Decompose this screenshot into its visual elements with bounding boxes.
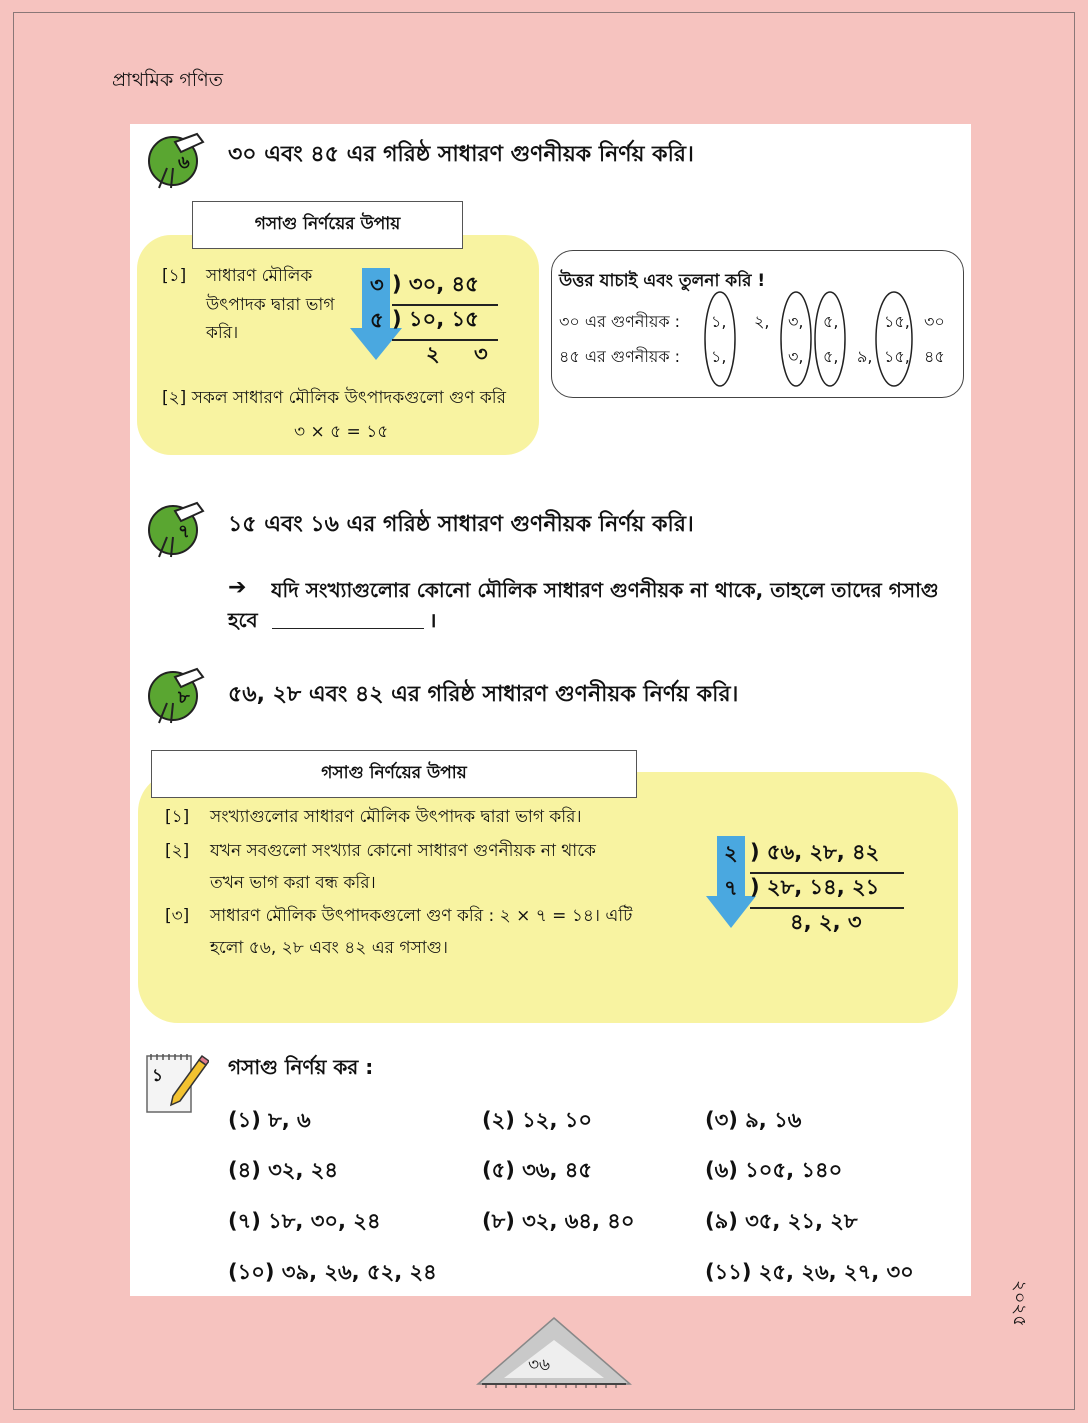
divisor: ২ (724, 841, 738, 865)
exercise-item: (৭) ১৮, ৩০, ২৪ (228, 1209, 381, 1233)
verify-box (551, 250, 964, 398)
divisor: ৫ (370, 308, 384, 332)
factor: ৯, (857, 347, 873, 366)
factor: ৫, (823, 312, 839, 331)
factor: ৫, (823, 347, 839, 366)
fill-in-end: । (429, 608, 437, 632)
answer-blank[interactable] (272, 628, 424, 629)
exercise-item: (৮) ৩২, ৬৪, ৪০ (482, 1209, 635, 1233)
exercise-item: (৯) ৩৫, ২১, ২৮ (705, 1209, 858, 1233)
division-result: ৩ (474, 342, 488, 366)
step-marker: [২] (165, 841, 190, 861)
factor: ৪৫ (924, 347, 945, 366)
step-marker: [৩] (165, 906, 190, 926)
factor: ১, (711, 312, 727, 331)
factor: ১, (711, 347, 727, 366)
step-two: [২] সকল সাধারণ মৌলিক উৎপাদকগুলো গুণ করি (162, 388, 506, 408)
step-marker: [১] (165, 807, 190, 827)
problem-number: ৮ (178, 687, 190, 708)
factor: ১৫, (884, 347, 910, 366)
division-result: ৪, ২, ৩ (790, 910, 862, 934)
exercise-item: (১০) ৩৯, ২৬, ৫২, ২৪ (228, 1260, 437, 1284)
exercise-title: গসাগু নির্ণয় কর : (228, 1055, 374, 1079)
verify-title: উত্তর যাচাই এবং তুলনা করি ! (559, 271, 766, 291)
step-line: যখন সবগুলো সংখ্যার কোনো সাধারণ গুণনীয়ক না থাকে (210, 841, 596, 861)
step-marker: [১] (162, 266, 187, 286)
factor-label: ৪৫ এর গুণনীয়ক : (559, 347, 680, 366)
method-title: গসাগু নির্ণয়ের উপায় (151, 750, 637, 798)
problem-number: ৭ (178, 521, 190, 542)
divisor: ৩ (370, 273, 384, 297)
division-row: ) ৩০, ৪৫ (392, 268, 498, 306)
exercise-item: (৩) ৯, ১৬ (705, 1108, 802, 1132)
problem-title: ১৫ এবং ১৬ এর গরিষ্ঠ সাধারণ গুণনীয়ক নির্ণয় করি। (228, 512, 694, 537)
step-line: উৎপাদক দ্বারা ভাগ (206, 295, 335, 315)
page-number: ৩৬ (528, 1355, 551, 1375)
exercise-item: (১১) ২৫, ২৬, ২৭, ৩০ (705, 1260, 914, 1284)
arrow-icon: ➔ (228, 575, 247, 600)
exercise-item: (৫) ৩৬, ৪৫ (482, 1158, 592, 1182)
common-factor-ovals (552, 251, 965, 399)
year-label: ২০২৫ (1009, 1280, 1030, 1327)
factor: ৩, (788, 347, 804, 366)
step-line: করি। (206, 323, 239, 343)
fill-in-prefix: হবে (228, 608, 258, 632)
step-line: হলো ৫৬, ২৮ এবং ৪২ এর গসাগু। (210, 938, 448, 958)
set-square-icon (476, 1316, 632, 1392)
problem-title: ৩০ এবং ৪৫ এর গরিষ্ঠ সাধারণ গুণনীয়ক নির্ণয় করি। (228, 142, 694, 167)
method-title: গসাগু নির্ণয়ের উপায় (192, 201, 463, 249)
problem-badge-icon (145, 497, 207, 559)
step-line: তখন ভাগ করা বন্ধ করি। (210, 873, 376, 893)
factor: ২, (754, 312, 770, 331)
exercise-item: (৪) ৩২, ২৪ (228, 1158, 339, 1182)
problem-badge-icon (145, 128, 207, 190)
problem-number: ৬ (178, 152, 190, 173)
division-row: ) ২৮, ১৪, ২১ (750, 871, 904, 909)
step-line: সংখ্যাগুলোর সাধারণ মৌলিক উৎপাদক দ্বারা ভাগ করি। (210, 807, 582, 827)
book-title: প্রাথমিক গণিত (112, 69, 223, 91)
exercise-item: (১) ৮, ৬ (228, 1108, 311, 1132)
division-row: ) ৫৬, ২৮, ৪২ (750, 836, 904, 874)
factor: ১৫, (884, 312, 910, 331)
factor-label: ৩০ এর গুণনীয়ক : (559, 312, 681, 331)
division-result: ২ (426, 342, 440, 366)
problem-title: ৫৬, ২৮ এবং ৪২ এর গরিষ্ঠ সাধারণ গুণনীয়ক নির্ণয় করি। (228, 682, 739, 707)
step-equation: ৩ × ৫ = ১৫ (294, 422, 389, 442)
exercise-item: (৬) ১০৫, ১৪০ (705, 1158, 843, 1182)
exercise-item: (২) ১২, ১০ (482, 1108, 593, 1132)
step-line: সাধারণ মৌলিক (206, 266, 313, 286)
fill-in-line: যদি সংখ্যাগুলোর কোনো মৌলিক সাধারণ গুণনীয়ক না থাকে, তাহলে তাদের গসাগু (271, 578, 939, 602)
step-line: সাধারণ মৌলিক উৎপাদকগুলো গুণ করি : ২ × ৭ = ১৪। এটি (210, 906, 633, 926)
problem-badge-icon (145, 663, 207, 725)
exercise-number: ১ (152, 1066, 164, 1086)
division-row: ) ১০, ১৫ (392, 303, 498, 341)
divisor: ৭ (724, 876, 738, 900)
factor: ৩০ (924, 312, 945, 331)
factor: ৩, (788, 312, 804, 331)
